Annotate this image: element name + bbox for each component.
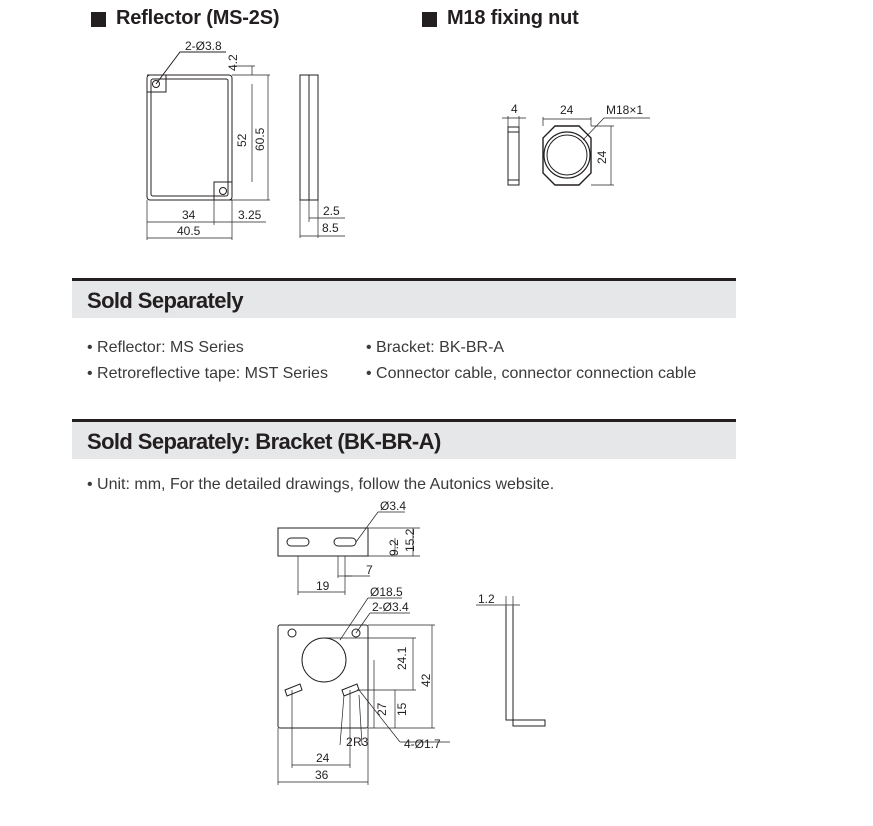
br-dim-h27: 27 [375, 702, 389, 716]
br-dim-bore: Ø18.5 [370, 585, 403, 599]
dim-outer-h: 60.5 [253, 127, 267, 151]
br-dim-w7: 7 [366, 563, 373, 577]
nut-title: M18 fixing nut [447, 7, 579, 29]
list-item: • Bracket: BK-BR-A [366, 339, 504, 357]
dim-outer-w: 40.5 [177, 224, 201, 238]
br-dim-w2: 2 [346, 735, 353, 749]
nut-dim-height: 24 [595, 150, 609, 164]
br-dim-h15: 15 [395, 702, 409, 716]
dim-thk2: 8.5 [322, 221, 339, 235]
dim-thk1: 2.5 [323, 204, 340, 218]
br-dim-holes4: 4-Ø1.7 [404, 737, 441, 751]
br-dim-h152: 15.2 [403, 528, 417, 552]
bracket-note: • Unit: mm, For the detailed drawings, follow the Autonics website. [87, 476, 554, 494]
br-dim-w19: 19 [316, 579, 330, 593]
br-dim-h42: 42 [419, 673, 433, 687]
br-dim-h92: 9.2 [387, 539, 401, 556]
br-dim-h241: 24.1 [395, 646, 409, 670]
reflector-title: Reflector (MS-2S) [116, 7, 280, 29]
br-dim-w36: 36 [315, 768, 329, 782]
dim-inner-w: 34 [182, 208, 196, 222]
list-item: • Reflector: MS Series [87, 339, 244, 357]
br-dim-w24: 24 [316, 751, 330, 765]
list-item: • Connector cable, connector connection cable [366, 365, 696, 383]
br-dim-holes2: 2-Ø3.4 [372, 600, 409, 614]
dim-edge: 3.25 [238, 208, 262, 222]
br-dim-thk: 1.2 [478, 592, 495, 606]
dim-top: 4.2 [226, 54, 240, 71]
nut-dim-thk: 4 [511, 102, 518, 116]
nut-dim-width: 24 [560, 103, 574, 117]
br-dim-hole-top: Ø3.4 [380, 499, 407, 513]
sold-separately-title: Sold Separately [87, 288, 244, 313]
list-item: • Retroreflective tape: MST Series [87, 365, 328, 383]
dim-holes: 2-Ø3.8 [185, 39, 222, 53]
dim-inner-h: 52 [235, 133, 249, 147]
nut-dim-thread: M18×1 [606, 103, 644, 117]
br-dim-r3: R3 [353, 735, 369, 749]
bracket-title: Sold Separately: Bracket (BK-BR-A) [87, 429, 441, 454]
